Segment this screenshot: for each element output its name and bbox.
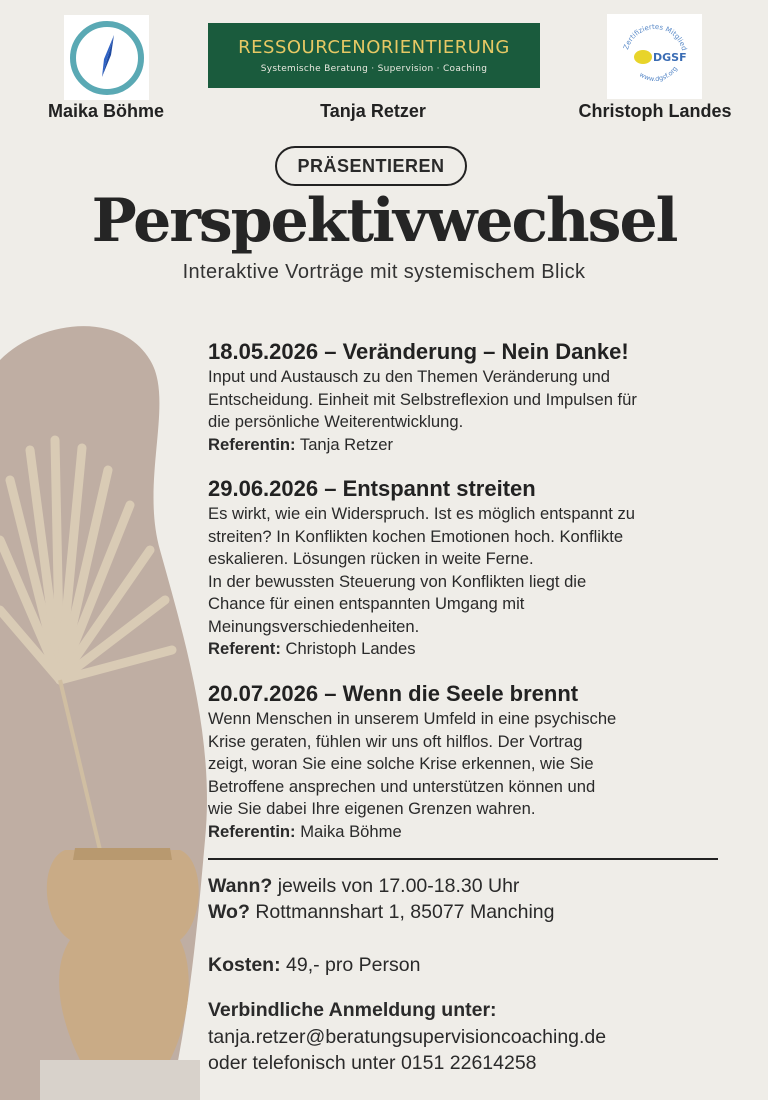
compass-icon (68, 19, 146, 97)
event-line: Es wirkt, wie ein Widerspruch. Ist es möglich entspannt zu (208, 504, 635, 523)
event-speaker (208, 434, 748, 457)
speaker-label: Referentin: (208, 821, 296, 841)
event-1 (208, 338, 748, 456)
ressourcenorientierung-logo (208, 23, 540, 88)
event-line: eskalieren. Lösungen rücken in weite Ferne. (208, 549, 534, 568)
registration-label-text: Verbindliche Anmeldung unter: (208, 999, 497, 1021)
speaker-name: Christoph Landes (285, 639, 416, 658)
where-value: Rottmannshart 1, 85077 Manching (255, 901, 555, 923)
event-line: Krise geraten, fühlen wir uns oft hilflos. Der Vortrag (208, 731, 583, 751)
event-line: Meinungsverschiedenheiten. (208, 616, 420, 636)
event-line: Betroffene ansprechen und unterstützen können und (208, 776, 596, 796)
event-heading: 20.07.2026 – Wenn die Seele brennt (208, 681, 579, 706)
dgsf-logo (607, 14, 702, 99)
event-description (208, 708, 748, 843)
when-label: Wann? (208, 875, 273, 897)
event-line: die persönliche Weiterentwicklung. (208, 412, 464, 431)
where-label: Wo? (208, 901, 250, 923)
dgsf-text: DGSF (652, 50, 687, 64)
event-line: In der bewussten Steuerung von Konflikten liegt die (208, 571, 587, 591)
speaker-name: Maika Böhme (300, 821, 402, 841)
registration-email[interactable]: tanja.retzer@beratungsupervisioncoaching.de (208, 1026, 607, 1048)
event-line: Entscheidung. Einheit mit Selbstreflexion und Impulsen für (208, 389, 637, 409)
event-description (208, 503, 748, 661)
svg-text:www.dgsf.org (637, 64, 678, 82)
event-line: Wenn Menschen in unserem Umfeld in eine psychische (208, 709, 617, 728)
event-line: zeigt, woran Sie eine solche Krise erkennen, wie Sie (208, 754, 594, 773)
presenter-name-3: Christoph Landes (578, 101, 732, 121)
palm-vase-illustration (0, 320, 210, 1100)
event-speaker (208, 638, 748, 661)
event-heading: 29.06.2026 – Entspannt streiten (208, 476, 536, 501)
registration-phone: oder telefonisch unter 0151 22614258 (208, 1052, 537, 1074)
dgsf-ring-text: Zertifiziertes Mitglied (621, 22, 688, 52)
speaker-name: Tanja Retzer (299, 434, 394, 454)
presenter-name-2: Tanja Retzer (320, 101, 426, 121)
dgsf-url: www.dgsf.org (637, 64, 679, 83)
event-description (208, 366, 748, 456)
when-value: jeweils von 17.00-18.30 Uhr (277, 875, 520, 897)
event-2 (208, 475, 748, 661)
logo-title: RESSOURCENORIENTIERUNG (238, 37, 510, 58)
presenter-name-1: Maika Böhme (47, 101, 165, 121)
event-speaker (208, 821, 748, 844)
speaker-label: Referent: (208, 639, 281, 658)
speaker-label: Referentin: (208, 434, 296, 454)
where-info (208, 899, 555, 925)
cost-value: 49,- pro Person (286, 954, 421, 976)
logo-subtitle: Systemische Beratung · Supervision · Coaching (260, 64, 488, 74)
presents-badge: PRÄSENTIEREN (275, 146, 467, 186)
svg-text:Zertifiziertes Mitglied (622, 22, 688, 51)
divider (208, 858, 718, 860)
when-info (208, 873, 519, 899)
event-line: Input und Austausch zu den Themen Veränderung und (208, 367, 610, 386)
event-heading: 18.05.2026 – Veränderung – Nein Danke! (208, 339, 629, 364)
registration-label (208, 997, 497, 1023)
page-title: Perspektivwechsel (91, 186, 677, 256)
dgsf-seal-icon (615, 17, 695, 97)
cost-info (208, 952, 420, 978)
cost-label: Kosten: (208, 954, 281, 976)
event-line: wie Sie dabei Ihre eigenen Grenzen wahren. (208, 799, 536, 818)
compass-logo (64, 15, 149, 100)
event-3 (208, 680, 748, 843)
event-line: streiten? In Konflikten kochen Emotionen hoch. Konflikte (208, 526, 624, 546)
event-line: Chance für einen entspannten Umgang mit (208, 594, 525, 613)
page-subtitle: Interaktive Vorträge mit systemischem Blick (182, 261, 586, 283)
